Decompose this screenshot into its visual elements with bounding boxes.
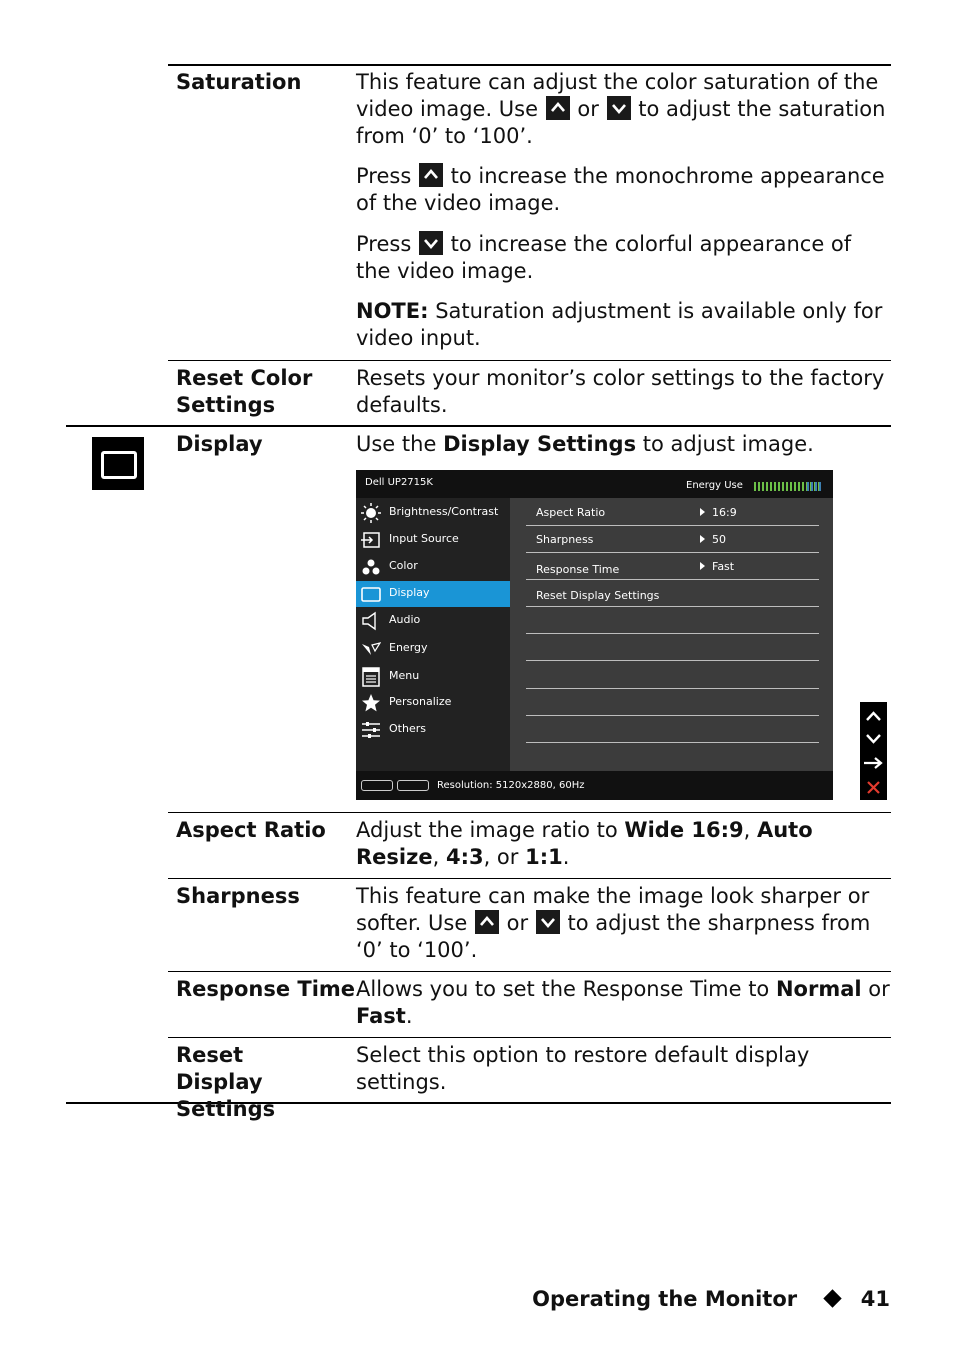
- osd-menu-item[interactable]: [356, 554, 510, 580]
- diamond-icon: [824, 1289, 842, 1307]
- osd-menu-label: Audio: [389, 613, 421, 626]
- osd-menu-label: Brightness/Contrast: [389, 505, 499, 518]
- osd-menu-item[interactable]: [356, 717, 510, 743]
- text: to increase the monochrome appearance of the video image.: [356, 164, 885, 215]
- down-button-icon: [419, 231, 443, 255]
- term-display: Display: [176, 432, 263, 456]
- osd-setting-value: 50: [700, 533, 726, 546]
- term-reset-display: Reset Display Settings: [176, 1043, 276, 1121]
- osd-setting-row[interactable]: [526, 553, 819, 580]
- osd-main-menu: [356, 498, 510, 771]
- term-reset-color: Reset Color Settings: [176, 366, 313, 417]
- osd-resolution: Resolution: 5120x2880, 60Hz: [437, 780, 585, 791]
- up-button-icon: [546, 96, 570, 120]
- text-bold: Display Settings: [443, 432, 637, 456]
- osd-energy-label: Energy Use: [686, 480, 743, 491]
- desc-response-time: [356, 976, 891, 1030]
- close-icon[interactable]: [866, 780, 881, 795]
- personalize-icon: [361, 693, 381, 713]
- text: or: [577, 97, 599, 121]
- down-button-icon: [536, 910, 560, 934]
- osd-setting-label: Reset Display Settings: [536, 589, 660, 602]
- osd-menu-item-selected[interactable]: [356, 581, 510, 607]
- osd-header: [356, 470, 833, 498]
- input-source-icon: [361, 530, 381, 550]
- text-bold: Normal: [775, 977, 862, 1001]
- osd-empty-row: [526, 662, 819, 689]
- osd-menu-item[interactable]: [356, 608, 510, 634]
- osd-menu-item[interactable]: [356, 690, 510, 716]
- osd-menu-label: Display: [389, 586, 430, 599]
- text: .: [405, 1004, 413, 1028]
- color-icon: [361, 557, 381, 577]
- osd-empty-row: [526, 634, 819, 661]
- desc-aspect-ratio: [356, 817, 891, 871]
- desc-display: [356, 431, 891, 458]
- display-icon: [361, 584, 381, 604]
- note-label: NOTE:: [356, 299, 429, 323]
- osd-empty-row: [526, 607, 819, 634]
- osd-menu-label: Energy: [389, 641, 428, 654]
- down-arrow-icon[interactable]: [864, 731, 883, 747]
- text: to adjust the saturation from ‘0’ to ‘100’.: [356, 97, 886, 148]
- osd-empty-row: [526, 716, 819, 743]
- osd-setting-value: 16:9: [700, 506, 737, 519]
- port-icon: [397, 780, 429, 791]
- text-bold: 4:3: [445, 845, 484, 869]
- osd-setting-value: Fast: [700, 560, 734, 573]
- text: to increase the colorful appearance of the video image.: [356, 232, 852, 283]
- osd-menu-item[interactable]: [356, 527, 510, 553]
- text: to adjust image.: [642, 432, 814, 456]
- port-icon: [361, 780, 393, 791]
- text: ,: [743, 818, 751, 842]
- text: Press: [356, 164, 412, 188]
- text-bold: 1:1: [525, 845, 563, 869]
- osd-footer: [356, 771, 833, 800]
- down-button-icon: [607, 96, 631, 120]
- osd-setting-label: Sharpness: [536, 533, 594, 546]
- brightness-icon: [361, 503, 381, 523]
- up-button-icon: [475, 910, 499, 934]
- text-bold: Auto Resize: [356, 818, 813, 869]
- menu-icon: [361, 667, 381, 687]
- text: This feature can adjust the color saturation of the video image. Use: [356, 70, 879, 121]
- desc-reset-display: Select this option to restore default display settings.: [356, 1043, 810, 1094]
- text: to adjust the sharpness from ‘0’ to ‘100’.: [356, 911, 871, 962]
- desc-sharpness: [356, 883, 891, 964]
- page-number: 41: [860, 1287, 890, 1311]
- osd-menu-item[interactable]: [356, 500, 510, 526]
- text: Allows you to set the Response Time to: [356, 977, 770, 1001]
- osd-menu-label: Others: [389, 722, 426, 735]
- osd-setting-row[interactable]: [526, 580, 819, 607]
- energy-meter: [754, 482, 821, 491]
- display-icon: [92, 437, 144, 490]
- up-arrow-icon[interactable]: [864, 708, 883, 724]
- term-aspect-ratio: Aspect Ratio: [176, 818, 326, 842]
- term-sharpness: Sharpness: [176, 884, 300, 908]
- text: Press: [356, 232, 412, 256]
- text: Use the: [356, 432, 437, 456]
- text-bold: Fast: [356, 1004, 406, 1028]
- text: .: [562, 845, 570, 869]
- osd-menu-item[interactable]: [356, 636, 510, 662]
- term-saturation: Saturation: [176, 70, 302, 94]
- text: Adjust the image ratio to: [356, 818, 618, 842]
- osd-setting-row[interactable]: [526, 526, 819, 553]
- text: , or: [483, 845, 519, 869]
- desc-reset-color: Resets your monitor’s color settings to the factory defaults.: [356, 366, 885, 417]
- osd-model: Dell UP2715K: [365, 477, 433, 488]
- text-bold: Wide 16:9: [624, 818, 744, 842]
- osd-empty-row: [526, 689, 819, 716]
- osd-setting-label: Aspect Ratio: [536, 506, 606, 519]
- audio-icon: [361, 611, 381, 631]
- osd-submenu: [510, 498, 833, 771]
- text: This feature can make the image look sharper or softer. Use: [356, 884, 870, 935]
- note-text: Saturation adjustment is available only for video input.: [356, 299, 883, 350]
- page-footer: [520, 1287, 890, 1317]
- up-button-icon: [419, 163, 443, 187]
- footer-section: Operating the Monitor: [532, 1287, 798, 1311]
- desc-saturation: [356, 69, 891, 352]
- others-icon: [361, 720, 381, 740]
- osd-setting-label: Response Time: [536, 563, 620, 576]
- osd-menu-item[interactable]: [356, 664, 510, 690]
- osd-setting-row[interactable]: [526, 499, 819, 526]
- osd-menu-label: Personalize: [389, 695, 452, 708]
- osd-menu-screenshot: [356, 470, 833, 800]
- right-arrow-icon[interactable]: [863, 755, 884, 771]
- term-response-time: Response Time: [176, 977, 356, 1001]
- osd-button-strip: [860, 702, 887, 800]
- osd-menu-label: Input Source: [389, 532, 459, 545]
- text: or: [868, 977, 890, 1001]
- energy-icon: [361, 639, 381, 659]
- text: ,: [432, 845, 440, 869]
- text: or: [506, 911, 529, 935]
- osd-menu-label: Menu: [389, 669, 420, 682]
- osd-menu-label: Color: [389, 559, 418, 572]
